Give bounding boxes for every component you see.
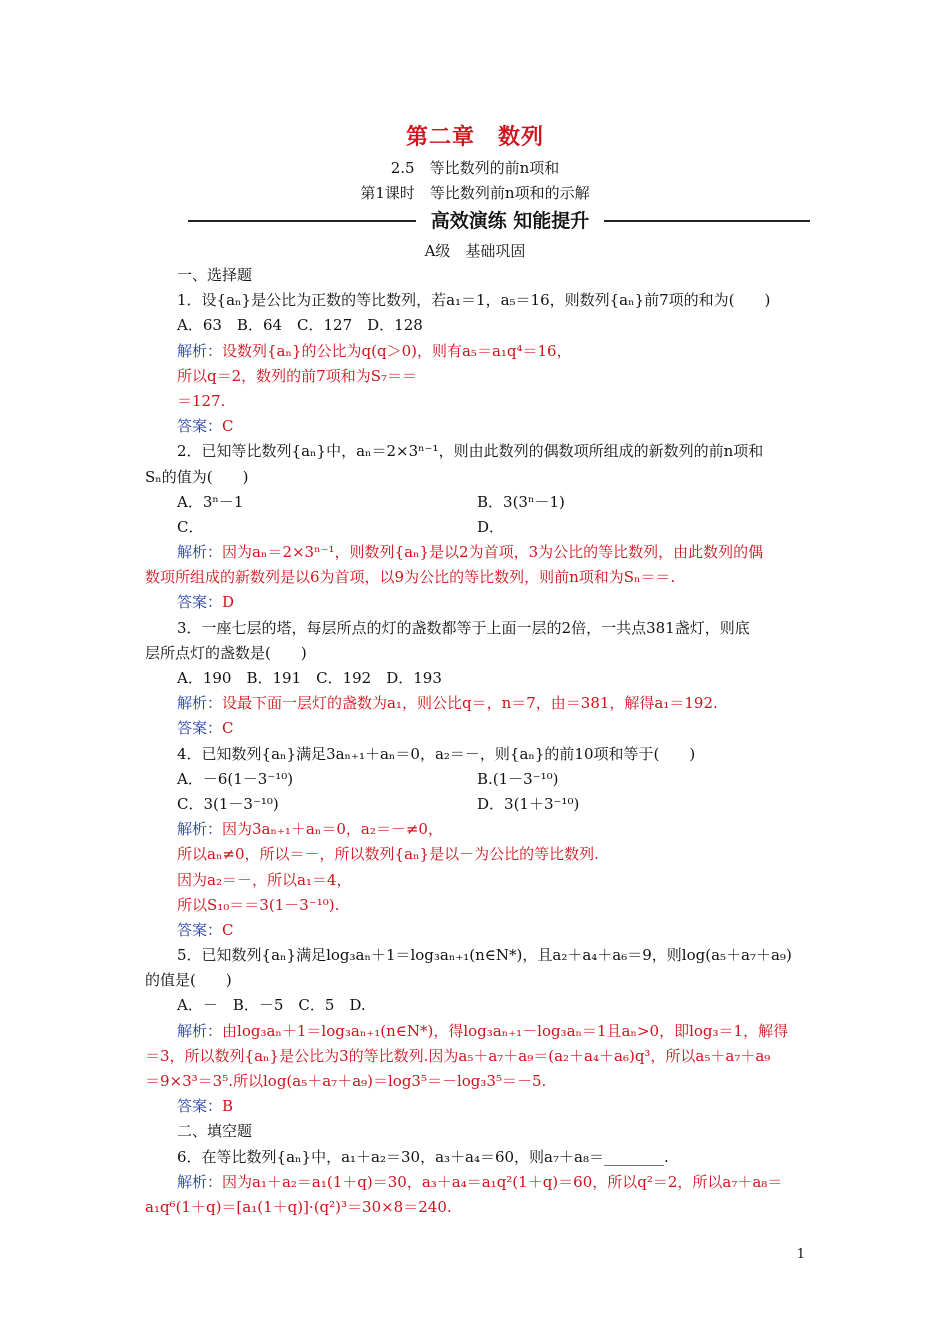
line-text: B [222,1097,234,1116]
text-line [145,691,813,716]
text-line [145,389,813,414]
text-line [145,1145,813,1170]
text-line [145,868,813,893]
answer-label: 解析： [177,1021,223,1040]
level-heading: A级 基础巩固 [424,242,526,260]
text-line [145,817,813,842]
line-text: C [222,920,234,939]
line-text: 1．设{aₙ}是公比为正数的等比数列，若a₁＝1，a₅＝16，则数列{aₙ}前7项的和为( ) [177,291,771,310]
section-banner [188,206,810,236]
answer-label: 答案： [177,593,223,612]
text-line [145,288,813,313]
line-text: 所以q＝2，数列的前7项和为S₇＝＝ [177,366,417,385]
line-text: ＝3，所以数列{aₙ}是公比为3的等比数列.因为a₅＋a₇＋a₉＝(a₂＋a₄＋a₆)q³，所以a₅＋a₇＋a₉ [145,1046,771,1065]
line-text: 因为aₙ＝2×3ⁿ⁻¹，则数列{aₙ}是以2为首项，3为公比的等比数列，由此数列的偶 [222,543,764,562]
text-line [145,339,813,364]
text-line [145,842,813,867]
answer-label: 解析： [177,1172,223,1191]
text-line [145,490,813,515]
line-text: 二、填空题 [177,1122,253,1141]
chapter-title: 第二章 数列 [405,124,544,150]
text-line [145,1044,813,1069]
text-line [145,742,813,767]
answer-label: 解析： [177,820,223,839]
text-line [145,666,813,691]
line-text: 3．一座七层的塔，每层所点的灯的盏数都等于上面一层的2倍，一共点381盏灯，则底 [177,618,750,637]
line-text: 数项所组成的新数列是以6为首项，以9为公比的等比数列，则前n项和为Sₙ＝＝. [145,568,676,587]
text-line [145,590,813,615]
text-line [145,263,813,288]
line-text: 设数列{aₙ}的公比为q(q＞0)，则有a₅＝a₁q⁴＝16， [222,341,572,360]
answer-label: 解析： [177,341,223,360]
line-text: 6．在等比数列{aₙ}中，a₁＋a₂＝30，a₃＋a₄＝60，则a₇＋a₈＝________. [177,1147,669,1166]
text-line [145,1019,813,1044]
option-left: C．3(1－3⁻¹⁰) [177,794,279,813]
line-text: D [222,593,235,612]
line-text: 5．已知数列{aₙ}满足log₃aₙ＋1＝log₃aₙ₊₁(n∈N*)，且a₂＋a₄＋a₆＝9，则log(a₅＋a₇＋a₉) [177,946,792,965]
text-line [145,465,813,490]
option-right: D． [477,517,505,536]
line-text: 的值是( ) [145,971,232,990]
text-line [145,1195,813,1220]
line-text: A．190 B．191 C．192 D．193 [177,669,442,687]
line-text: 设最下面一层灯的盏数为a₁，则公比q＝，n＝7，由＝381，解得a₁＝192. [222,694,718,713]
section-title: 2.5 等比数列的前n项和 [390,159,560,177]
text-line [145,1119,813,1144]
text-line [145,641,813,666]
line-text: ＝9×3³＝3⁵.所以log(a₅＋a₇＋a₉)＝log3⁵＝－log₃3⁵＝－5. [145,1072,547,1090]
option-right: D．3(1＋3⁻¹⁰) [477,794,580,813]
line-text: 所以S₁₀＝＝3(1－3⁻¹⁰). [177,895,340,914]
text-line [145,364,813,389]
text-line [145,540,813,565]
text-line [145,565,813,590]
line-text: 因为a₁＋a₂＝a₁(1＋q)＝30，a₃＋a₄＝a₁q²(1＋q)＝60，所以q²＝2，所以a₇＋a₈＝ [222,1172,783,1191]
text-line [145,1069,813,1094]
banner-rule-left [188,220,416,222]
text-line [145,968,813,993]
text-line [145,414,813,439]
line-text: Sₙ的值为( ) [145,467,249,486]
banner-rule-right [604,220,810,222]
answer-label: 答案： [177,920,223,939]
line-text: 2．已知等比数列{aₙ}中，aₙ＝2×3ⁿ⁻¹，则由此数列的偶数项所组成的新数列的前n项和 [177,442,764,461]
line-text: 层所点灯的盏数是( ) [145,643,307,662]
line-text: 由log₃aₙ＋1＝log₃aₙ₊₁(n∈N*)，得log₃aₙ₊₁－log₃aₙ＝1且aₙ>0，即log₃＝1，解得 [222,1021,789,1040]
line-text: 所以aₙ≠0，所以＝－，所以数列{aₙ}是以－为公比的等比数列. [177,845,599,864]
line-text: A．63 B．64 C．127 D．128 [177,316,423,335]
line-text: C [222,719,234,738]
line-text: C [222,417,234,436]
option-left: A．－6(1－3⁻¹⁰) [177,769,294,788]
text-line [145,515,813,540]
lesson-title: 第1课时 等比数列前n项和的示解 [360,184,590,202]
text-line [145,943,813,968]
option-right: B.(1－3⁻¹⁰) [477,769,559,788]
line-text: ＝127. [177,391,226,410]
answer-label: 答案： [177,417,223,436]
text-line [145,993,813,1018]
text-line [145,767,813,792]
option-right: B．3(3ⁿ－1) [477,492,565,511]
text-line [145,616,813,641]
text-line [145,893,813,918]
line-text: 一、选择题 [177,266,253,284]
line-text: 因为a₂＝－，所以a₁＝4， [177,870,352,889]
line-text: 因为3aₙ₊₁＋aₙ＝0，a₂＝－≠0， [222,820,443,839]
answer-label: 解析： [177,543,223,562]
answer-label: 答案： [177,1097,223,1116]
option-left: A．3ⁿ－1 [177,492,244,511]
text-line [145,439,813,464]
text-line [145,716,813,741]
text-line [145,1094,813,1119]
answer-label: 解析： [177,694,223,713]
text-line [145,918,813,943]
page-number: 1 [796,1247,805,1262]
option-left: C． [177,517,204,536]
text-line [145,1170,813,1195]
exercise-body [145,263,813,1220]
banner-text: 高效演练 知能提升 [430,210,590,232]
text-line [145,792,813,817]
line-text: 4．已知数列{aₙ}满足3aₙ₊₁＋aₙ＝0，a₂＝－，则{aₙ}的前10项和等于( ) [177,744,696,763]
answer-label: 答案： [177,719,223,738]
text-line [145,313,813,338]
line-text: a₁q⁶(1＋q)＝[a₁(1＋q)]·(q²)³＝30×8＝240. [145,1197,452,1216]
line-text: A．－ B．－5 C．5 D. [177,996,366,1015]
